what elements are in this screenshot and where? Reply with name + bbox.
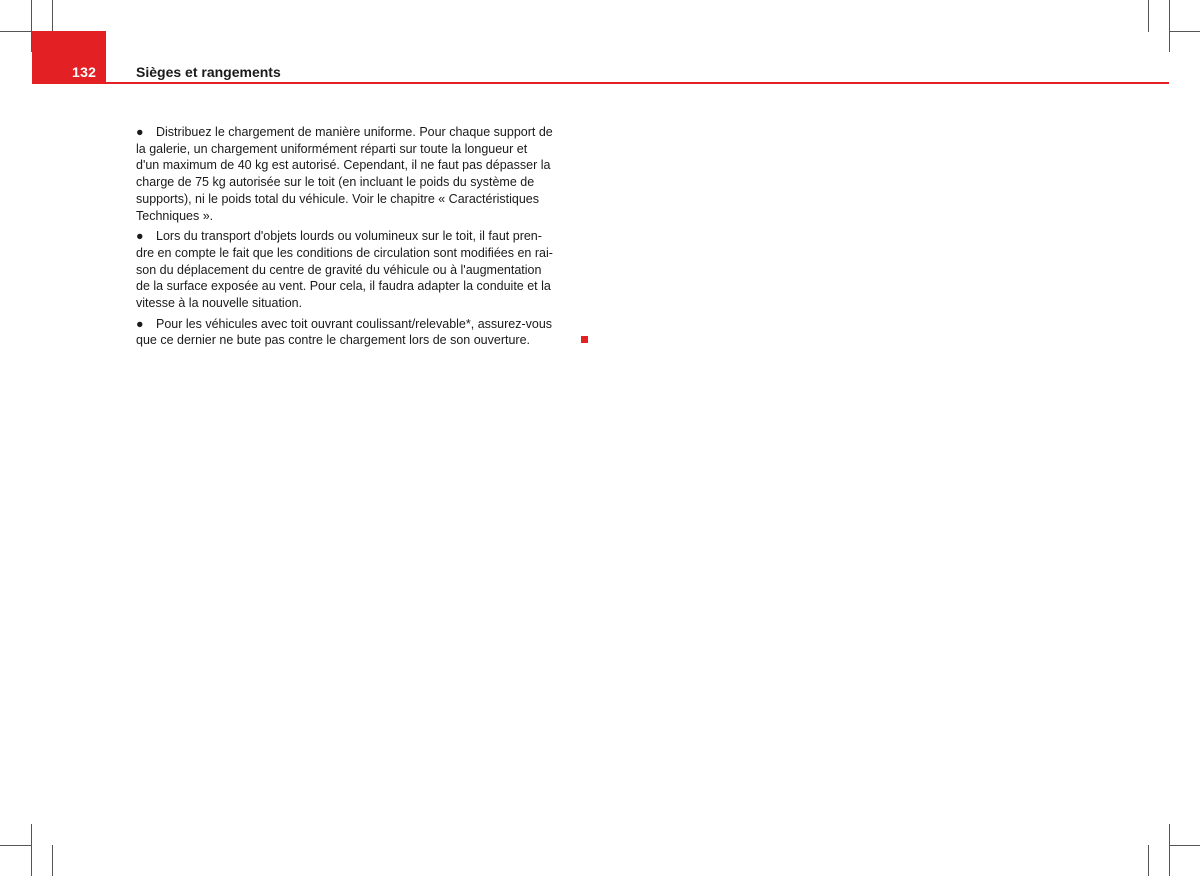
crop-mark [52, 0, 53, 32]
crop-mark [1169, 824, 1170, 876]
text-line: Techniques ». [136, 208, 214, 223]
crop-mark [1148, 845, 1149, 876]
text-line: de la surface exposée au vent. Pour cela, il faudra adapter la conduite et la [136, 279, 551, 294]
text-line: son du déplacement du centre de gravité du véhicule ou à l'augmentation [136, 262, 542, 277]
text-line: que ce dernier ne bute pas contre le chargement lors de son ouverture. [136, 333, 530, 348]
text-line: Distribuez le chargement de manière uniforme. Pour chaque support de [156, 125, 553, 139]
bullet-icon: ● [136, 316, 144, 331]
bullet-item [136, 228, 582, 312]
chapter-title: Sièges et rangements [136, 64, 281, 80]
crop-mark [1148, 0, 1149, 32]
text-line: charge de 75 kg autorisée sur le toit (en incluant le poids du système de [136, 175, 535, 190]
text-line: supports), ni le poids total du véhicule. Voir le chapitre « Caractéristiques [136, 191, 539, 206]
text-line: vitesse à la nouvelle situation. [136, 296, 303, 311]
crop-mark [1169, 0, 1170, 52]
content-column [136, 124, 582, 353]
crop-mark [31, 824, 32, 876]
text-line: la galerie, un chargement uniformément réparti sur toute la longueur et [136, 141, 528, 156]
page-number: 132 [72, 64, 97, 80]
crop-mark [0, 845, 32, 846]
text-line: Lors du transport d'objets lourds ou volumineux sur le toit, il faut pren- [156, 229, 542, 244]
crop-mark [1169, 31, 1200, 32]
crop-mark [1169, 845, 1200, 846]
text-line: Pour les véhicules avec toit ouvrant coulissant/relevable*, assurez-vous [156, 316, 553, 331]
bullet-icon: ● [136, 125, 144, 139]
crop-mark [0, 31, 32, 32]
text-line: d'un maximum de 40 kg est autorisé. Cependant, il ne faut pas dépasser la [136, 158, 551, 173]
section-end-marker [581, 336, 588, 343]
crop-mark [52, 845, 53, 876]
header-rule [32, 82, 1169, 84]
bullet-item [136, 124, 582, 224]
bullet-icon: ● [136, 229, 144, 244]
text-line: dre en compte le fait que les conditions de circulation sont modifiées en rai- [136, 245, 553, 260]
bullet-item [136, 316, 582, 349]
